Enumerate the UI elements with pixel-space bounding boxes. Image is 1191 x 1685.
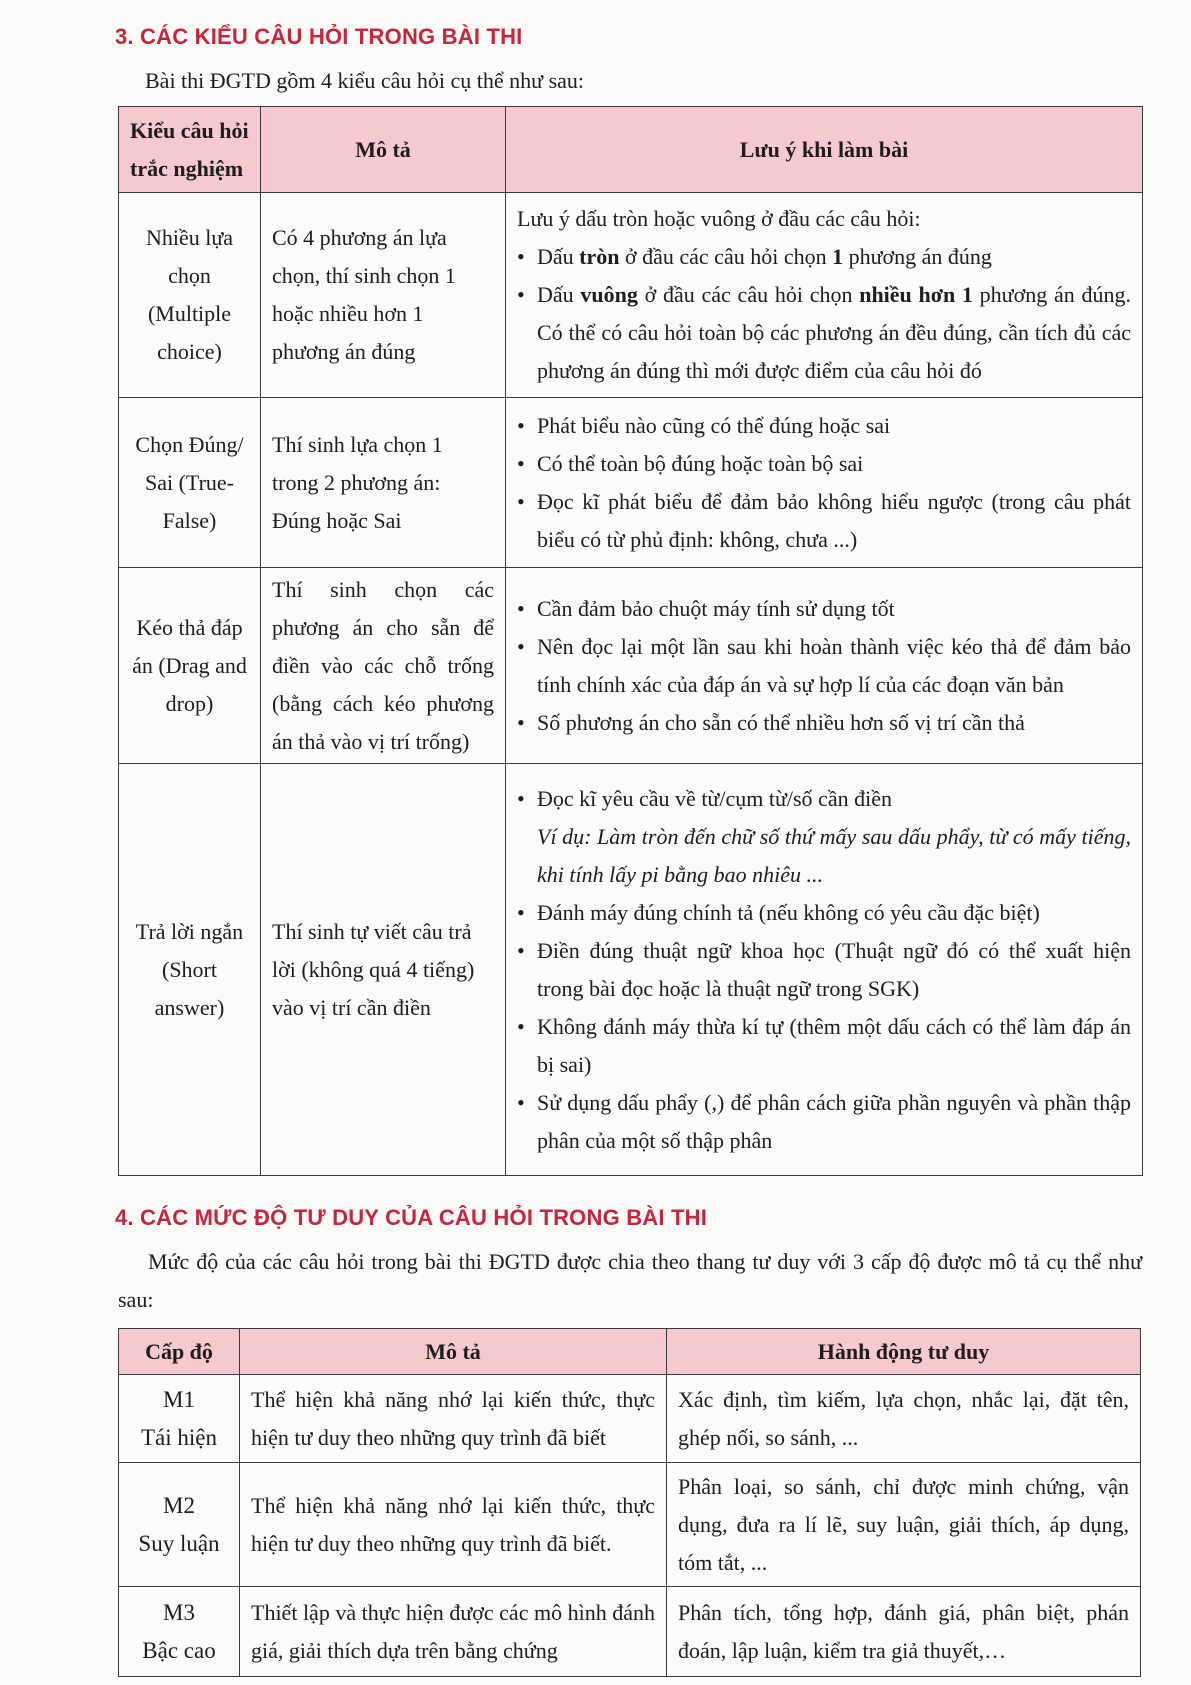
- list-item: • Đánh máy đúng chính tả (nếu không có yêu cầu đặc biệt): [517, 894, 1131, 932]
- notes-cell: [506, 398, 1143, 568]
- level-name: Tái hiện: [141, 1424, 217, 1450]
- level-cell: [119, 1375, 240, 1463]
- list-item: • Dấu tròn ở đầu các câu hỏi chọn 1 phương án đúng: [517, 238, 1131, 276]
- header-actions: Hành động tư duy: [667, 1329, 1141, 1375]
- section-3-heading: 3. CÁC KIỂU CÂU HỎI TRONG BÀI THI: [115, 24, 523, 49]
- description-cell: Thí sinh lựa chọn 1 trong 2 phương án: Đúng hoặc Sai: [261, 398, 506, 568]
- thinking-levels-table: [118, 1328, 1141, 1677]
- section-3-intro: Bài thi ĐGTD gồm 4 kiểu câu hỏi cụ thể như sau:: [145, 68, 585, 93]
- level-cell: [119, 1463, 240, 1587]
- list-item: • Dấu vuông ở đầu các câu hỏi chọn nhiều hơn 1 phương án đúng. Có thể có câu hỏi toàn bộ các phương án đều đúng, cần tích đủ các phương án đúng thì mới được điểm của câu hỏi đó: [517, 276, 1131, 390]
- list-item: • Đọc kĩ yêu cầu về từ/cụm từ/số cần điền: [517, 780, 1131, 818]
- description-cell: Thiết lập và thực hiện được các mô hình đánh giá, giải thích dựa trên bằng chứng: [240, 1587, 667, 1677]
- list-item: • Cần đảm bảo chuột máy tính sử dụng tốt: [517, 590, 1131, 628]
- level-cell: [119, 1587, 240, 1677]
- header-question-type: Kiểu câu hỏi trắc nghiệm: [119, 107, 261, 193]
- header-notes: Lưu ý khi làm bài: [506, 107, 1143, 193]
- list-item: • Nên đọc lại một lần sau khi hoàn thành việc kéo thả để đảm bảo tính chính xác của đáp án và sự hợp lí của các đoạn văn bản: [517, 628, 1131, 704]
- list-item: • Sử dụng dấu phẩy (,) để phân cách giữa phần nguyên và phần thập phân của một số thập phân: [517, 1084, 1131, 1160]
- list-item: • Không đánh máy thừa kí tự (thêm một dấu cách có thể làm đáp án bị sai): [517, 1008, 1131, 1084]
- question-types-table: [118, 106, 1143, 1176]
- list-item: • Số phương án cho sẵn có thể nhiều hơn số vị trí cần thả: [517, 704, 1131, 742]
- level-code: M1: [163, 1386, 195, 1412]
- question-type-cell: Trả lời ngắn (Short answer): [119, 764, 261, 1176]
- table-row: [119, 1463, 1141, 1587]
- list-item: • Phát biểu nào cũng có thể đúng hoặc sai: [517, 407, 1131, 445]
- table-header-row: [119, 1329, 1141, 1375]
- table-row: [119, 398, 1143, 568]
- notes-cell: [506, 568, 1143, 764]
- level-name: Bậc cao: [142, 1637, 216, 1663]
- header-level: Cấp độ: [119, 1329, 240, 1375]
- note-intro: Lưu ý dấu tròn hoặc vuông ở đầu các câu hỏi:: [517, 206, 921, 231]
- actions-cell: Xác định, tìm kiếm, lựa chọn, nhắc lại, đặt tên, ghép nối, so sánh, ...: [667, 1375, 1141, 1463]
- notes-cell: [506, 193, 1143, 398]
- header-description: Mô tả: [240, 1329, 667, 1375]
- description-cell: Thể hiện khả năng nhớ lại kiến thức, thực hiện tư duy theo những quy trình đã biết: [240, 1375, 667, 1463]
- header-description: Mô tả: [261, 107, 506, 193]
- table-row: [119, 764, 1143, 1176]
- table-row: [119, 1375, 1141, 1463]
- description-cell: Thí sinh chọn các phương án cho sẵn để điền vào các chỗ trống (bằng cách kéo phương án thả vào vị trí trống): [261, 568, 506, 764]
- notes-cell: [506, 764, 1143, 1176]
- level-code: M2: [163, 1492, 195, 1518]
- question-type-cell: Chọn Đúng/ Sai (True-False): [119, 398, 261, 568]
- section-4-intro: Mức độ của các câu hỏi trong bài thi ĐGTD được chia theo thang tư duy với 3 cấp độ được mô tả cụ thể như sau:: [118, 1249, 1142, 1312]
- table-header-row: [119, 107, 1143, 193]
- list-item: • Có thể toàn bộ đúng hoặc toàn bộ sai: [517, 445, 1131, 483]
- section-4-heading: 4. CÁC MỨC ĐỘ TƯ DUY CỦA CÂU HỎI TRONG BÀI THI: [115, 1205, 708, 1230]
- table-row: [119, 568, 1143, 764]
- level-name: Suy luận: [138, 1530, 220, 1556]
- example-note: Ví dụ: Làm tròn đến chữ số thứ mấy sau dấu phẩy, từ có mấy tiếng, khi tính lấy pi bằng bao nhiêu ...: [537, 823, 1131, 887]
- level-code: M3: [163, 1599, 195, 1625]
- actions-cell: Phân tích, tổng hợp, đánh giá, phân biệt, phán đoán, lập luận, kiểm tra giả thuyết,…: [667, 1587, 1141, 1677]
- table-row: [119, 193, 1143, 398]
- question-type-cell: Nhiều lựa chọn (Multiple choice): [119, 193, 261, 398]
- table-row: [119, 1587, 1141, 1677]
- question-type-cell: Kéo thả đáp án (Drag and drop): [119, 568, 261, 764]
- description-cell: Thí sinh tự viết câu trả lời (không quá 4 tiếng) vào vị trí cần điền: [261, 764, 506, 1176]
- actions-cell: Phân loại, so sánh, chỉ được minh chứng, vận dụng, đưa ra lí lẽ, suy luận, giải thích, áp dụng, tóm tắt, ...: [667, 1463, 1141, 1587]
- list-item: • Điền đúng thuật ngữ khoa học (Thuật ngữ đó có thể xuất hiện trong bài đọc hoặc là thuật ngữ trong SGK): [517, 932, 1131, 1008]
- description-cell: Có 4 phương án lựa chọn, thí sinh chọn 1 hoặc nhiều hơn 1 phương án đúng: [261, 193, 506, 398]
- description-cell: Thể hiện khả năng nhớ lại kiến thức, thực hiện tư duy theo những quy trình đã biết.: [240, 1463, 667, 1587]
- list-item: • Đọc kĩ phát biểu để đảm bảo không hiểu ngược (trong câu phát biểu có từ phủ định: không, chưa ...): [517, 483, 1131, 559]
